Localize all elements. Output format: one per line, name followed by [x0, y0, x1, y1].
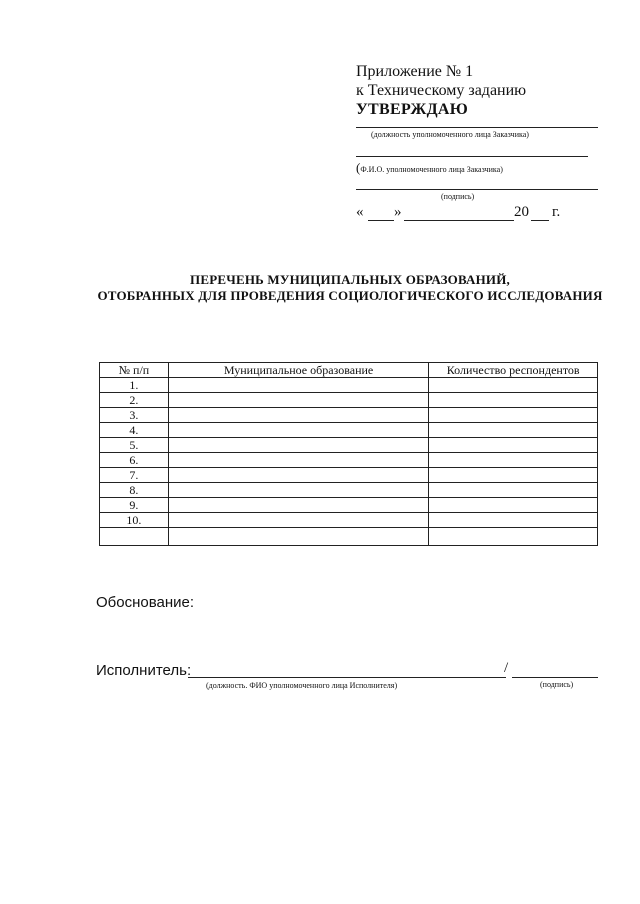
row-number: 7. [100, 468, 169, 483]
executor-signature-line [512, 677, 598, 678]
signature-line [356, 189, 598, 190]
table-row [100, 408, 598, 423]
respondents-cell [429, 393, 598, 408]
municipality-cell [168, 483, 428, 498]
date-close-quote: » [394, 204, 402, 220]
table-row [100, 453, 598, 468]
row-number: 2. [100, 393, 169, 408]
municipality-cell [168, 468, 428, 483]
municipality-cell [168, 423, 428, 438]
row-number: 10. [100, 513, 169, 528]
appendix-number: Приложение № 1 [356, 63, 474, 80]
header-municipality: Муниципальное образование [168, 363, 428, 378]
signature-caption: (подпись) [441, 192, 475, 201]
respondents-cell [429, 468, 598, 483]
header-number: № п/п [100, 363, 169, 378]
respondents-cell [429, 528, 598, 546]
justification-label: Обоснование: [96, 594, 195, 611]
date-year-suffix: г. [552, 204, 561, 220]
title-line-2: ОТОБРАННЫХ ДЛЯ ПРОВЕДЕНИЯ СОЦИОЛОГИЧЕСКОГО ИССЛЕДОВАНИЯ [97, 288, 603, 303]
date-row [356, 204, 586, 224]
respondents-cell [429, 513, 598, 528]
table-row [100, 483, 598, 498]
table-row-empty [100, 528, 598, 546]
municipality-cell [168, 408, 428, 423]
municipality-cell [168, 528, 428, 546]
executor-label: Исполнитель: [96, 662, 192, 679]
header-respondents: Количество респондентов [429, 363, 598, 378]
respondents-cell [429, 453, 598, 468]
year-blank [531, 220, 549, 221]
position-signature-line [356, 127, 598, 128]
fio-signature-line [356, 156, 588, 157]
row-number: 8. [100, 483, 169, 498]
row-number: 6. [100, 453, 169, 468]
municipality-cell [168, 453, 428, 468]
respondents-cell [429, 498, 598, 513]
table-row [100, 468, 598, 483]
respondents-cell [429, 438, 598, 453]
respondents-cell [429, 408, 598, 423]
month-blank [404, 220, 514, 221]
title-line-1: ПЕРЕЧЕНЬ МУНИЦИПАЛЬНЫХ ОБРАЗОВАНИЙ, [190, 272, 510, 287]
fio-caption-paren: ( [356, 160, 361, 175]
respondents-cell [429, 423, 598, 438]
municipality-cell [168, 393, 428, 408]
table-row [100, 423, 598, 438]
municipality-cell [168, 498, 428, 513]
approval-block [356, 62, 526, 119]
executor-slash: / [504, 660, 509, 676]
executor-caption: (должность. ФИО уполномоченного лица Исполнителя) [206, 681, 398, 690]
fio-caption: Ф.И.О. уполномоченного лица Заказчика) [360, 165, 503, 174]
table-row [100, 438, 598, 453]
row-number: 4. [100, 423, 169, 438]
table-row [100, 513, 598, 528]
fio-caption-row [356, 161, 503, 175]
row-number: 3. [100, 408, 169, 423]
row-number-empty [100, 528, 169, 546]
document-title [60, 272, 640, 304]
executor-signature-caption: (подпись) [540, 680, 574, 689]
table-row [100, 378, 598, 393]
position-caption: (должность уполномоченного лица Заказчика) [371, 130, 529, 139]
day-blank [368, 220, 394, 221]
respondents-cell [429, 483, 598, 498]
appendix-reference: к Техническому заданию [356, 82, 527, 99]
table-row [100, 393, 598, 408]
table-header-row [100, 363, 598, 378]
approval-heading: УТВЕРЖДАЮ [356, 101, 469, 118]
municipality-cell [168, 513, 428, 528]
row-number: 1. [100, 378, 169, 393]
municipalities-table [99, 362, 598, 546]
row-number: 5. [100, 438, 169, 453]
municipality-cell [168, 378, 428, 393]
date-year-prefix: 20 [514, 204, 529, 220]
municipality-cell [168, 438, 428, 453]
row-number: 9. [100, 498, 169, 513]
respondents-cell [429, 378, 598, 393]
date-open-quote: « [356, 204, 364, 220]
table-row [100, 498, 598, 513]
executor-position-line [188, 677, 506, 678]
